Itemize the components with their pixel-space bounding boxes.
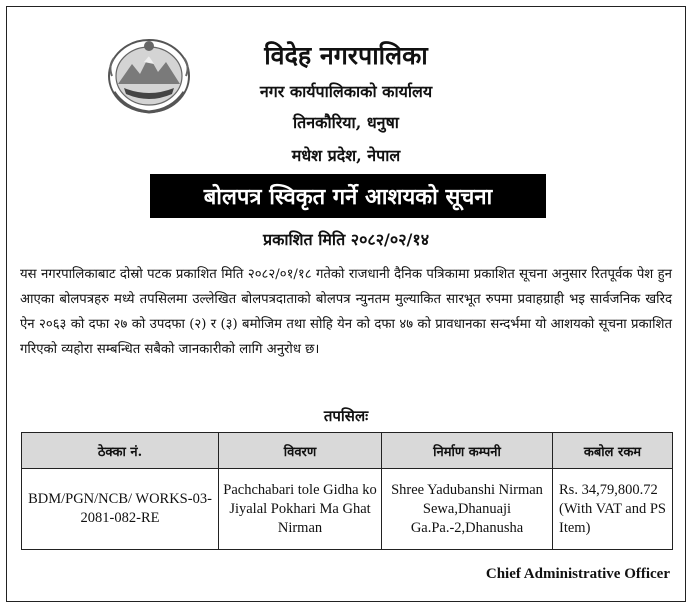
cell-amount: Rs. 34,79,800.72 (With VAT and PS Item): [553, 469, 673, 550]
schedule-label: तपसिलः: [323, 407, 369, 425]
municipality-name: विदेह नगरपालिका: [264, 41, 428, 70]
notice-body: यस नगरपालिकाबाट दोस्रो पटक प्रकाशित मिति २०८२/०१/१८ गतेको राजधानी दैनिक पत्रिकामा प्रकाशित सूचना अनुसार रितपूर्वक पेश हुन आएका बोलपत्रहरु मध्ये तपसिलमा उल्लेखित बोलपत्रदाताको बोलपत्र न्युनतम मुल्याकित सारभूत रुपमा प्रवाहग्राही भइ सार्वजनिक खरिद ऐन २०६३ को दफा २७ को उपदफा (२) र (३) बमोजिम तथा सोहि येन को दफा ४७ को प्रावधानका सन्दर्भमा यो आशयको सूचना प्रकाशित गरिएको व्यहोरा सम्बन्धित सबैको जानकारीको लागि अनुरोध छ।: [20, 267, 672, 357]
header-contract-no: ठेक्का नं.: [22, 433, 219, 469]
cell-company: Shree Yadubanshi Nirman Sewa,Dhanuaji Ga.Pa.-2,Dhanusha: [382, 469, 553, 550]
signature-title: Chief Administrative Officer: [485, 566, 670, 582]
header-amount: कबोल रकम: [553, 433, 673, 469]
cell-contract-no: BDM/PGN/NCB/ WORKS-03-2081-082-RE: [22, 469, 219, 550]
header-company: निर्माण कम्पनी: [382, 433, 553, 469]
office-location: तिनकौरिया, धनुषा: [293, 113, 399, 132]
published-date: प्रकाशित मिति २०८२/०२/१४: [262, 230, 430, 249]
header-description: विवरण: [219, 433, 382, 469]
table-row: [22, 469, 673, 550]
cell-description: Pachchabari tole Gidha ko Jiyalal Pokhari Ma Ghat Nirman: [219, 469, 382, 550]
notice-title: बोलपत्र स्विकृत गर्ने आशयको सूचना: [150, 174, 546, 218]
office-name: नगर कार्यपालिकाको कार्यालय: [259, 82, 433, 101]
contract-table: [21, 432, 673, 550]
province-country: मधेश प्रदेश, नेपाल: [291, 146, 401, 165]
table-header-row: [22, 433, 673, 469]
